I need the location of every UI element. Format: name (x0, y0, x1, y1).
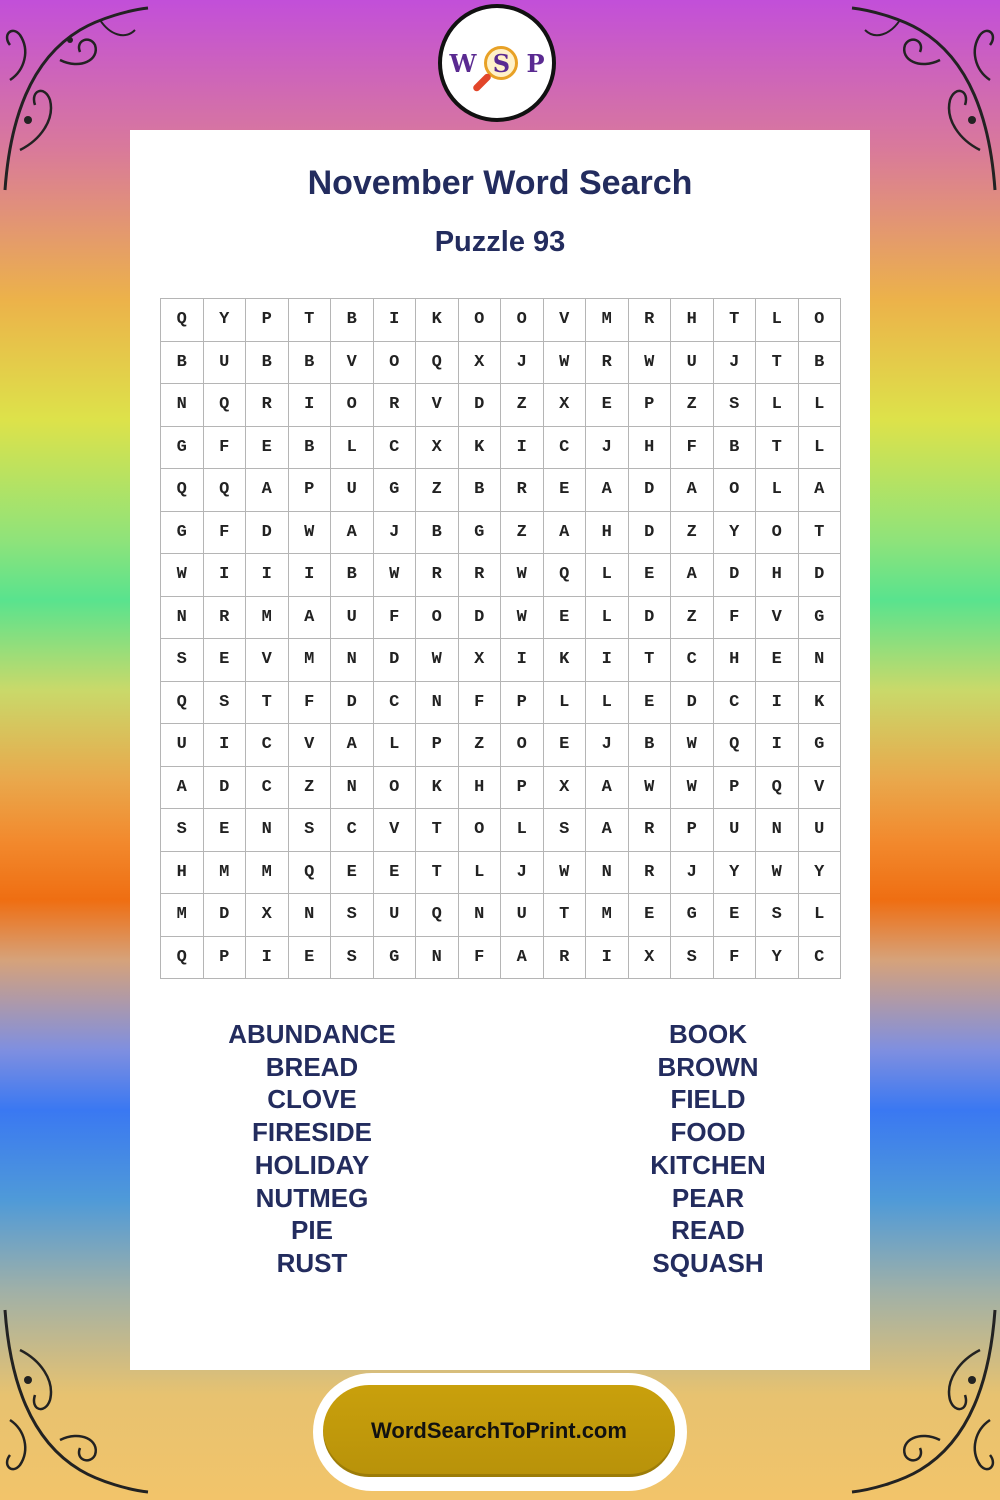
grid-cell: Z (671, 597, 714, 640)
grid-cell: Y (799, 852, 842, 895)
grid-cell: A (246, 469, 289, 512)
grid-cell: N (161, 597, 204, 640)
site-link-button[interactable] (323, 1385, 675, 1477)
grid-cell: D (629, 597, 672, 640)
grid-cell: G (671, 894, 714, 937)
grid-cell: Q (161, 469, 204, 512)
grid-cell: L (331, 427, 374, 470)
grid-cell: X (416, 427, 459, 470)
grid-cell: I (246, 937, 289, 980)
grid-cell: F (671, 427, 714, 470)
puzzle-panel (130, 130, 870, 1370)
grid-cell: R (586, 342, 629, 385)
grid-cell: R (246, 384, 289, 427)
flourish-icon (0, 1300, 150, 1500)
grid-cell: L (459, 852, 502, 895)
grid-cell: C (799, 937, 842, 980)
grid-cell: D (671, 682, 714, 725)
word-item: FIRESIDE (252, 1117, 372, 1148)
grid-cell: Q (204, 469, 247, 512)
grid-cell: Z (416, 469, 459, 512)
word-item: CLOVE (267, 1084, 357, 1115)
grid-cell: P (501, 767, 544, 810)
grid-cell: Q (714, 724, 757, 767)
grid-cell: W (544, 852, 587, 895)
grid-cell: W (671, 724, 714, 767)
grid-cell: X (246, 894, 289, 937)
grid-cell: A (161, 767, 204, 810)
grid-cell: S (544, 809, 587, 852)
grid-cell: S (331, 894, 374, 937)
grid-cell: B (331, 554, 374, 597)
grid-cell: G (799, 724, 842, 767)
word-item: SQUASH (652, 1247, 764, 1278)
grid-cell: O (374, 342, 417, 385)
grid-cell: A (671, 469, 714, 512)
grid-cell: G (459, 512, 502, 555)
grid-cell: R (629, 809, 672, 852)
grid-cell: T (756, 342, 799, 385)
grid-cell: W (629, 342, 672, 385)
grid-cell: T (799, 512, 842, 555)
grid-cell: C (246, 767, 289, 810)
grid-cell: H (161, 852, 204, 895)
grid-cell: A (501, 937, 544, 980)
grid-cell: O (331, 384, 374, 427)
word-item: HOLIDAY (254, 1149, 370, 1180)
grid-cell: N (246, 809, 289, 852)
grid-cell: B (714, 427, 757, 470)
grid-cell: C (374, 427, 417, 470)
grid-cell: N (756, 809, 799, 852)
grid-cell: T (714, 299, 757, 342)
grid-cell: T (544, 894, 587, 937)
grid-cell: B (331, 299, 374, 342)
corner-ornament-bottom-left (0, 1300, 150, 1500)
grid-cell: B (416, 512, 459, 555)
grid-cell: W (501, 554, 544, 597)
grid-cell: U (161, 724, 204, 767)
magnifier-icon (484, 46, 518, 80)
grid-cell: C (671, 639, 714, 682)
grid-cell: A (586, 767, 629, 810)
grid-cell: V (756, 597, 799, 640)
grid-cell: M (204, 852, 247, 895)
grid-cell: Q (289, 852, 332, 895)
grid-cell: Z (671, 384, 714, 427)
grid-cell: G (799, 597, 842, 640)
grid-cell: P (671, 809, 714, 852)
grid-cell: L (501, 809, 544, 852)
grid-cell: F (459, 682, 502, 725)
logo-letter-w: W (449, 48, 477, 78)
grid-cell: H (586, 512, 629, 555)
grid-cell: J (586, 427, 629, 470)
grid-cell: B (161, 342, 204, 385)
grid-cell: W (544, 342, 587, 385)
grid-cell: L (544, 682, 587, 725)
grid-cell: D (799, 554, 842, 597)
grid-cell: N (586, 852, 629, 895)
grid-cell: W (501, 597, 544, 640)
grid-cell: B (629, 724, 672, 767)
grid-cell: E (204, 809, 247, 852)
grid-cell: Q (756, 767, 799, 810)
grid-cell: L (586, 597, 629, 640)
grid-cell: Q (161, 682, 204, 725)
grid-cell: V (799, 767, 842, 810)
flourish-icon (850, 1300, 1000, 1500)
corner-ornament-top-left (0, 0, 150, 200)
grid-cell: S (756, 894, 799, 937)
logo-letter-s: S (492, 48, 511, 78)
grid-cell: J (586, 724, 629, 767)
grid-cell: R (501, 469, 544, 512)
grid-cell: E (289, 937, 332, 980)
grid-cell: A (586, 809, 629, 852)
grid-cell: V (246, 639, 289, 682)
word-list-right (608, 1018, 808, 1280)
grid-cell: B (459, 469, 502, 512)
grid-cell: Z (501, 512, 544, 555)
word-list-left (212, 1018, 412, 1280)
grid-cell: X (459, 342, 502, 385)
grid-cell: N (331, 639, 374, 682)
grid-cell: P (204, 937, 247, 980)
grid-cell: T (756, 427, 799, 470)
grid-cell: Q (204, 384, 247, 427)
grid-cell: Z (501, 384, 544, 427)
grid-cell: N (799, 639, 842, 682)
grid-cell: Q (161, 299, 204, 342)
grid-cell: V (374, 809, 417, 852)
grid-cell: D (374, 639, 417, 682)
grid-cell: K (416, 299, 459, 342)
grid-cell: E (714, 894, 757, 937)
grid-cell: E (629, 554, 672, 597)
grid-cell: O (459, 809, 502, 852)
grid-cell: T (416, 809, 459, 852)
grid-cell: D (714, 554, 757, 597)
site-url: WordSearchToPrint.com (371, 1418, 627, 1443)
grid-cell: A (331, 724, 374, 767)
grid-cell: C (714, 682, 757, 725)
grid-cell: J (374, 512, 417, 555)
grid-cell: G (374, 469, 417, 512)
grid-cell: W (289, 512, 332, 555)
grid-cell: U (331, 469, 374, 512)
grid-cell: P (246, 299, 289, 342)
grid-cell: O (374, 767, 417, 810)
word-item: RUST (276, 1247, 348, 1278)
grid-cell: I (246, 554, 289, 597)
grid-cell: O (756, 512, 799, 555)
grid-cell: O (416, 597, 459, 640)
grid-cell: R (374, 384, 417, 427)
grid-cell: H (756, 554, 799, 597)
grid-cell: D (629, 469, 672, 512)
grid-cell: I (204, 724, 247, 767)
grid-cell: E (331, 852, 374, 895)
grid-cell: J (501, 342, 544, 385)
grid-cell: W (374, 554, 417, 597)
grid-cell: F (204, 512, 247, 555)
grid-cell: E (629, 682, 672, 725)
grid-cell: W (671, 767, 714, 810)
grid-cell: G (161, 427, 204, 470)
grid-cell: U (671, 342, 714, 385)
grid-cell: N (459, 894, 502, 937)
grid-cell: C (544, 427, 587, 470)
puzzle-number: Puzzle 93 (434, 226, 566, 258)
word-item: KITCHEN (650, 1149, 766, 1180)
grid-cell: O (799, 299, 842, 342)
grid-cell: W (416, 639, 459, 682)
grid-cell: F (204, 427, 247, 470)
grid-cell: D (459, 384, 502, 427)
footer-badge (313, 1373, 687, 1491)
word-item: READ (671, 1215, 745, 1246)
grid-cell: T (629, 639, 672, 682)
grid-cell: F (459, 937, 502, 980)
word-item: BOOK (669, 1019, 747, 1049)
grid-cell: A (671, 554, 714, 597)
grid-cell: L (799, 427, 842, 470)
grid-cell: B (289, 427, 332, 470)
grid-cell: L (586, 682, 629, 725)
grid-cell: V (416, 384, 459, 427)
grid-cell: B (289, 342, 332, 385)
grid-cell: S (161, 639, 204, 682)
word-item: ABUNDANCE (228, 1019, 396, 1049)
grid-cell: F (714, 937, 757, 980)
grid-cell: D (246, 512, 289, 555)
word-list (130, 1018, 870, 1280)
grid-cell: Y (714, 852, 757, 895)
grid-cell: I (586, 937, 629, 980)
grid-cell: C (246, 724, 289, 767)
grid-cell: E (544, 469, 587, 512)
corner-ornament-bottom-right (850, 1300, 1000, 1500)
grid-cell: K (544, 639, 587, 682)
grid-cell: G (374, 937, 417, 980)
grid-cell: O (714, 469, 757, 512)
grid-cell: I (289, 384, 332, 427)
grid-cell: U (501, 894, 544, 937)
grid-cell: J (671, 852, 714, 895)
grid-cell: D (331, 682, 374, 725)
grid-cell: T (289, 299, 332, 342)
grid-cell: S (671, 937, 714, 980)
grid-cell: K (799, 682, 842, 725)
grid-cell: I (586, 639, 629, 682)
grid-cell: F (289, 682, 332, 725)
grid-cell: E (204, 639, 247, 682)
grid-cell: Z (289, 767, 332, 810)
grid-cell: S (161, 809, 204, 852)
grid-cell: Z (671, 512, 714, 555)
flourish-icon (850, 0, 1000, 200)
grid-cell: L (799, 384, 842, 427)
grid-cell: Q (544, 554, 587, 597)
word-item: FOOD (670, 1117, 746, 1148)
grid-cell: F (714, 597, 757, 640)
grid-cell: H (714, 639, 757, 682)
grid-cell: T (246, 682, 289, 725)
grid-cell: S (204, 682, 247, 725)
grid-cell: I (756, 724, 799, 767)
logo-letter-p: P (526, 48, 545, 78)
grid-cell: E (374, 852, 417, 895)
grid-cell: V (544, 299, 587, 342)
grid-cell: R (629, 299, 672, 342)
grid-cell: D (204, 894, 247, 937)
grid-cell: A (544, 512, 587, 555)
grid-cell: L (374, 724, 417, 767)
grid-cell: B (799, 342, 842, 385)
grid-cell: M (161, 894, 204, 937)
grid-cell: D (629, 512, 672, 555)
grid-cell: L (756, 299, 799, 342)
grid-cell: E (586, 384, 629, 427)
grid-cell: Q (416, 894, 459, 937)
grid-cell: E (544, 724, 587, 767)
grid-cell: O (501, 724, 544, 767)
grid-cell: E (544, 597, 587, 640)
grid-cell: P (714, 767, 757, 810)
grid-cell: J (501, 852, 544, 895)
flourish-icon (0, 0, 150, 200)
grid-cell: M (586, 299, 629, 342)
grid-cell: A (799, 469, 842, 512)
letter-grid (160, 298, 841, 979)
grid-cell: U (714, 809, 757, 852)
grid-cell: N (331, 767, 374, 810)
grid-cell: N (289, 894, 332, 937)
grid-cell: Y (756, 937, 799, 980)
grid-cell: L (756, 384, 799, 427)
grid-cell: I (756, 682, 799, 725)
grid-cell: W (629, 767, 672, 810)
grid-cell: B (246, 342, 289, 385)
grid-cell: L (756, 469, 799, 512)
grid-cell: I (204, 554, 247, 597)
word-item: PIE (291, 1215, 333, 1246)
word-item: BROWN (657, 1051, 759, 1082)
word-item: FIELD (670, 1084, 746, 1115)
grid-cell: P (416, 724, 459, 767)
grid-cell: Z (459, 724, 502, 767)
grid-cell: R (416, 554, 459, 597)
grid-cell: S (289, 809, 332, 852)
grid-cell: X (544, 384, 587, 427)
grid-cell: M (289, 639, 332, 682)
grid-cell: P (289, 469, 332, 512)
grid-cell: M (246, 852, 289, 895)
grid-cell: L (586, 554, 629, 597)
grid-cell: N (416, 937, 459, 980)
grid-cell: W (161, 554, 204, 597)
grid-cell: O (501, 299, 544, 342)
grid-cell: Q (416, 342, 459, 385)
grid-cell: Y (204, 299, 247, 342)
grid-cell: I (374, 299, 417, 342)
grid-cell: X (544, 767, 587, 810)
grid-cell: V (289, 724, 332, 767)
word-item: PEAR (671, 1182, 745, 1213)
grid-cell: W (756, 852, 799, 895)
grid-cell: I (501, 427, 544, 470)
grid-cell: G (161, 512, 204, 555)
grid-cell: N (416, 682, 459, 725)
grid-cell: Y (714, 512, 757, 555)
grid-cell: D (204, 767, 247, 810)
site-logo[interactable] (438, 4, 556, 122)
grid-cell: E (756, 639, 799, 682)
grid-cell: M (246, 597, 289, 640)
grid-cell: H (459, 767, 502, 810)
grid-cell: O (459, 299, 502, 342)
grid-cell: X (629, 937, 672, 980)
grid-cell: C (331, 809, 374, 852)
grid-cell: R (629, 852, 672, 895)
grid-cell: U (374, 894, 417, 937)
word-item: BREAD (265, 1051, 359, 1082)
grid-cell: Q (161, 937, 204, 980)
grid-cell: A (586, 469, 629, 512)
corner-ornament-top-right (850, 0, 1000, 200)
grid-cell: U (331, 597, 374, 640)
grid-cell: J (714, 342, 757, 385)
grid-cell: H (629, 427, 672, 470)
grid-cell: E (246, 427, 289, 470)
grid-cell: F (374, 597, 417, 640)
grid-cell: P (501, 682, 544, 725)
grid-cell: R (544, 937, 587, 980)
grid-cell: I (289, 554, 332, 597)
page-title: November Word Search (307, 164, 693, 202)
grid-cell: H (671, 299, 714, 342)
grid-cell: M (586, 894, 629, 937)
grid-cell: K (459, 427, 502, 470)
grid-cell: T (416, 852, 459, 895)
grid-cell: N (161, 384, 204, 427)
grid-cell: V (331, 342, 374, 385)
grid-cell: K (416, 767, 459, 810)
grid-cell: I (501, 639, 544, 682)
grid-cell: S (714, 384, 757, 427)
grid-cell: U (204, 342, 247, 385)
grid-cell: U (799, 809, 842, 852)
grid-cell: L (799, 894, 842, 937)
grid-cell: C (374, 682, 417, 725)
word-item: NUTMEG (255, 1182, 369, 1213)
grid-cell: E (629, 894, 672, 937)
grid-cell: R (204, 597, 247, 640)
grid-cell: R (459, 554, 502, 597)
grid-cell: X (459, 639, 502, 682)
grid-cell: D (459, 597, 502, 640)
grid-cell: A (289, 597, 332, 640)
grid-cell: P (629, 384, 672, 427)
grid-cell: A (331, 512, 374, 555)
grid-cell: S (331, 937, 374, 980)
